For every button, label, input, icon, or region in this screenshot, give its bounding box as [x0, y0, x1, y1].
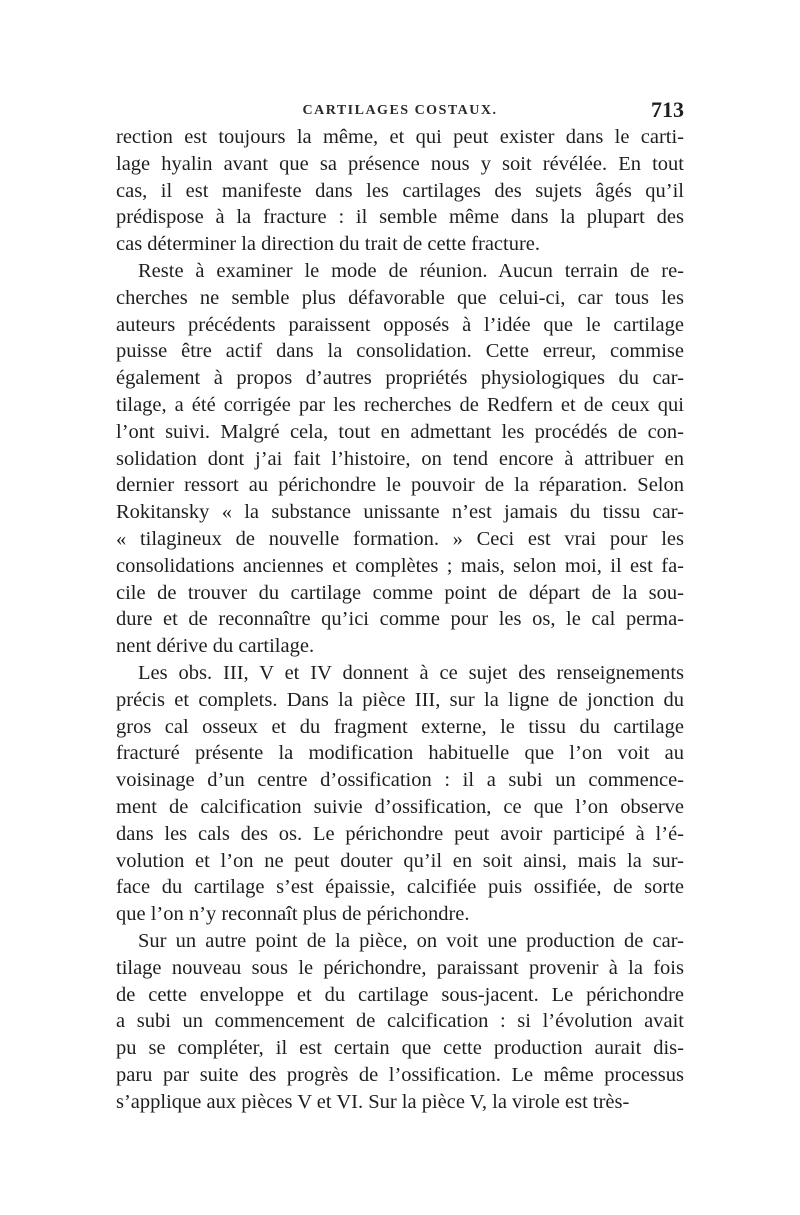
text-line: Les obs. III, V et IV donnent à ce sujet des renseignements	[138, 661, 684, 684]
text-line: également à propos d’autres propriétés physiologiques du car-	[116, 367, 684, 390]
text-line: « tilagineux de nouvelle formation. » Ceci est vrai pour les	[116, 527, 684, 550]
paragraph	[116, 660, 684, 928]
paragraph	[116, 928, 684, 1116]
text-line: tilage, a été corrigée par les recherches de Redfern et de ceux qui	[116, 393, 684, 416]
text-line: l’ont suivi. Malgré cela, tout en admettant les procédés de con-	[116, 420, 684, 443]
text-line: a subi un commencement de calcification : si l’évolution avait	[116, 1010, 684, 1033]
text-line: ment de calcification suivie d’ossification, ce que l’on observe	[116, 795, 684, 818]
text-line: paru par suite des progrès de l’ossification. Le même processus	[116, 1063, 684, 1086]
text-line: consolidations anciennes et complètes ; mais, selon moi, il est fa-	[116, 554, 684, 577]
text-line: Rokitansky « la substance unissante n’est jamais du tissu car-	[116, 501, 684, 524]
running-title: CARTILAGES COSTAUX.	[302, 103, 498, 118]
text-line: gros cal osseux et du fragment externe, le tissu du cartilage	[116, 715, 684, 738]
text-line: prédispose à la fracture : il semble même dans la plupart des	[116, 206, 684, 229]
text-line: de cette enveloppe et du cartilage sous-jacent. Le périchondre	[116, 983, 684, 1006]
text-line: s’applique aux pièces V et VI. Sur la pièce V, la virole est très-	[116, 1090, 630, 1113]
paragraph	[116, 124, 684, 258]
text-line: puisse être actif dans la consolidation. Cette erreur, commise	[116, 340, 684, 363]
paragraph	[116, 258, 684, 660]
text-line: rection est toujours la même, et qui peut exister dans le carti-	[116, 126, 684, 148]
text-line: auteurs précédents paraissent opposés à l’idée que le cartilage	[116, 313, 684, 336]
body-text	[116, 124, 684, 1115]
text-line: face du cartilage s’est épaissie, calcifiée puis ossifiée, de sorte	[116, 876, 684, 899]
text-line: cile de trouver du cartilage comme point de départ de la sou-	[116, 581, 684, 604]
text-line: cherches ne semble plus défavorable que celui-ci, car tous les	[116, 286, 684, 309]
text-line: pu se compléter, il est certain que cette production aurait dis-	[116, 1037, 684, 1060]
text-line: solidation dont j’ai fait l’histoire, on tend encore à attribuer en	[116, 447, 684, 470]
text-line: cas déterminer la direction du trait de cette fracture.	[116, 233, 541, 256]
text-line: précis et complets. Dans la pièce III, sur la ligne de jonction du	[116, 688, 684, 711]
text-line: voisinage d’un centre d’ossification : il a subi un commence-	[116, 769, 684, 792]
text-line: Sur un autre point de la pièce, on voit une production de car-	[138, 929, 684, 952]
text-line: nent dérive du cartilage.	[116, 635, 315, 658]
text-line: dernier ressort au périchondre le pouvoir de la réparation. Selon	[116, 474, 684, 497]
text-line: lage hyalin avant que sa présence nous y soit révélée. En tout	[116, 152, 684, 175]
text-line: dans les cals des os. Le périchondre peut avoir participé à l’é-	[116, 822, 684, 845]
text-line: dure et de reconnaître qu’ici comme pour les os, le cal perma-	[116, 608, 684, 631]
text-line: fracturé présente la modification habituelle que l’on voit au	[116, 742, 684, 765]
text-line: volution et l’on ne peut douter qu’il en soit ainsi, mais la sur-	[116, 849, 684, 872]
page-number: 713	[651, 97, 684, 122]
text-line: Reste à examiner le mode de réunion. Aucun terrain de re-	[138, 259, 684, 282]
text-line: cas, il est manifeste dans les cartilages des sujets âgés qu’il	[116, 179, 684, 202]
page-header	[116, 97, 684, 125]
text-line: tilage nouveau sous le périchondre, paraissant provenir à la fois	[116, 956, 684, 979]
text-line: que l’on n’y reconnaît plus de périchondre.	[116, 903, 470, 926]
